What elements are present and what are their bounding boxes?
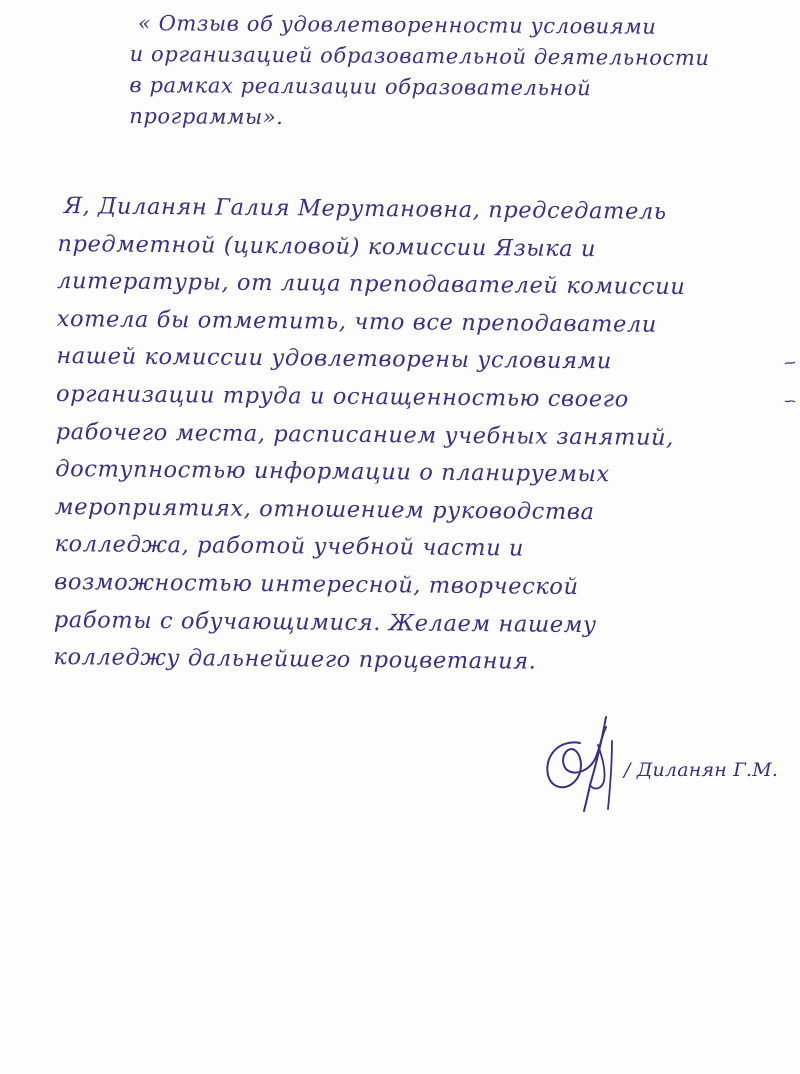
body-line: колледжу дальнейшего процветания. — [53, 644, 537, 675]
handwritten-signature — [540, 705, 620, 815]
body-line: возможностью интересной, творческой — [54, 568, 579, 600]
title-line: в рамках реализации образовательной — [129, 72, 592, 101]
margin-mark — [784, 398, 796, 404]
body-line: нашей комиссии удовлетворены условиями — [56, 343, 613, 375]
body-line: организации труда и оснащенностью своего — [55, 380, 629, 413]
body-line: мероприятиях, отношением руководства — [54, 493, 595, 525]
body-line: хотела бы отметить, что все преподаватели — [56, 305, 658, 338]
body-line: Я, Диланян Галия Мерутановна, председатель — [63, 193, 667, 225]
body-line: колледжа, работой учебной части и — [54, 531, 525, 562]
title-line: программы». — [129, 103, 284, 130]
body-line: работы с обучающимися. Желаем нашему — [53, 606, 597, 638]
signature-block — [540, 705, 790, 815]
letter-body — [53, 188, 788, 684]
signer-name: / Диланян Г.М. — [624, 759, 779, 781]
document-title — [129, 8, 730, 136]
body-line: предметной (цикловой) комиссии Языка и — [57, 230, 597, 262]
title-line: и организацией образовательной деятельности — [129, 41, 710, 71]
margin-mark — [784, 360, 796, 366]
title-line: « Отзыв об удовлетворенности условиями — [137, 11, 657, 39]
body-line: литературы, от лица преподавателей комиссии — [56, 268, 686, 301]
body-line: доступностью информации о планируемых — [55, 456, 610, 488]
body-line: рабочего места, расписанием учебных занятий, — [55, 418, 675, 451]
